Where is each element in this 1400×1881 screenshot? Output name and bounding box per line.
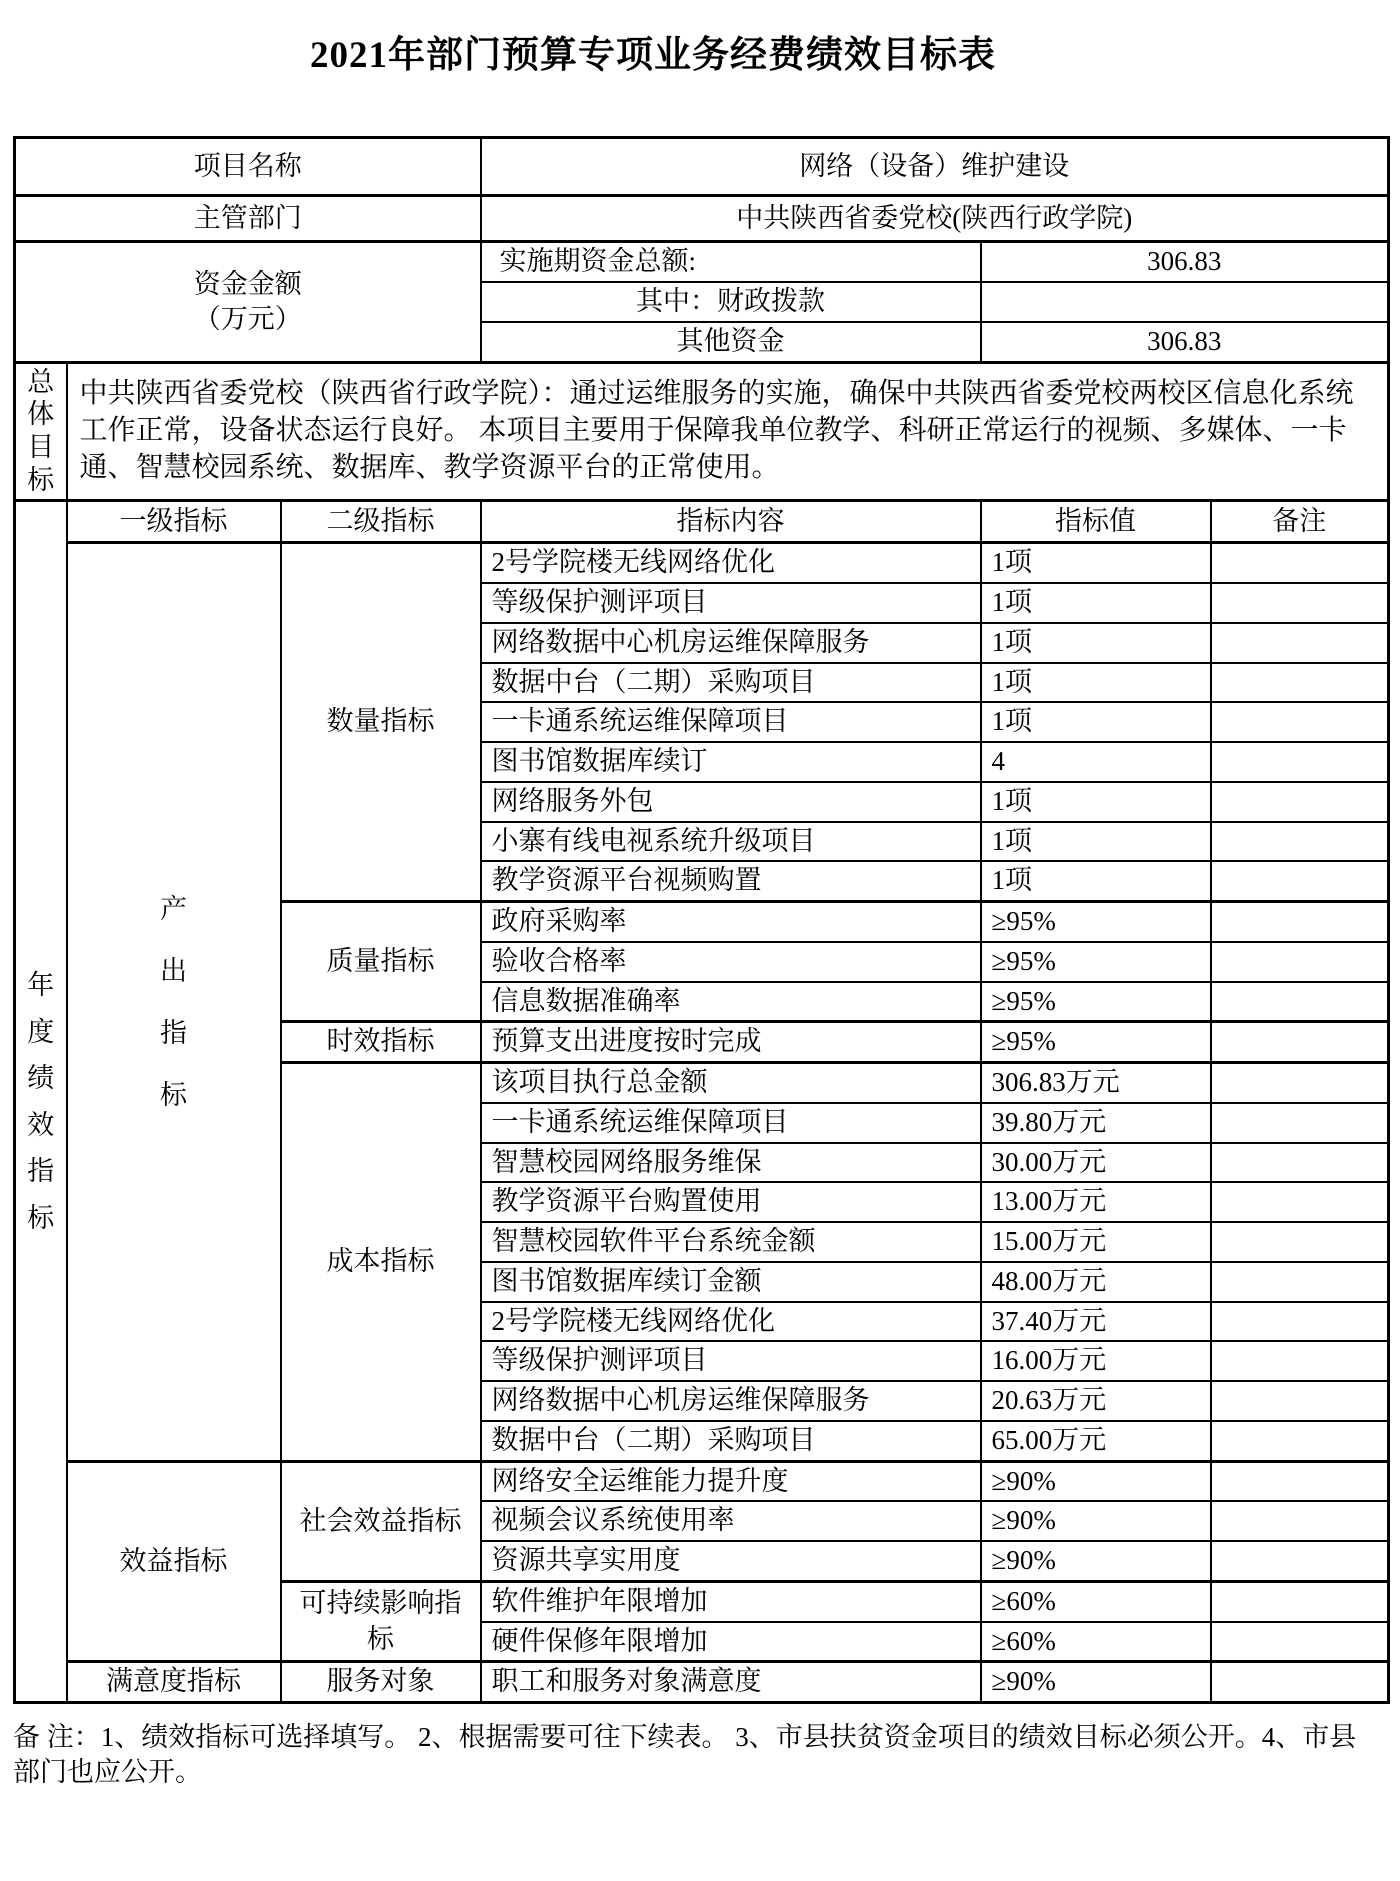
remark-cell bbox=[1211, 1501, 1389, 1541]
indicator-content-cell: 预算支出进度按时完成 bbox=[481, 1022, 981, 1063]
fund-amount-label bbox=[15, 242, 481, 363]
indicator-content-cell: 教学资源平台购置使用 bbox=[481, 1182, 981, 1222]
remark-cell bbox=[1211, 1662, 1389, 1703]
project-name-value: 网络（设备）维护建设 bbox=[481, 138, 1389, 196]
indicator-value-cell: 1项 bbox=[981, 861, 1211, 901]
overall-goal-label bbox=[15, 362, 67, 501]
fund-total-label: 实施期资金总额: bbox=[481, 242, 981, 282]
remark-cell bbox=[1211, 702, 1389, 742]
fund-other-label: 其他资金 bbox=[481, 322, 981, 362]
indicator-value-cell: 306.83万元 bbox=[981, 1063, 1211, 1103]
indicator-content-cell: 该项目执行总金额 bbox=[481, 1063, 981, 1103]
footnote: 备 注：1、绩效指标可选择填写。 2、根据需要可往下续表。 3、市县扶贫资金项目的绩效目标必须公开。4、市县部门也应公开。 bbox=[13, 1722, 1357, 1788]
indicator-content-cell: 2号学院楼无线网络优化 bbox=[481, 1302, 981, 1342]
department-label: 主管部门 bbox=[15, 196, 481, 242]
level1-output-cell bbox=[67, 543, 281, 1461]
indicator-value-cell: 30.00万元 bbox=[981, 1143, 1211, 1183]
remark-cell bbox=[1211, 663, 1389, 703]
indicator-content-cell: 小寨有线电视系统升级项目 bbox=[481, 822, 981, 862]
indicator-value-cell: ≥90% bbox=[981, 1501, 1211, 1541]
level2-cost-cell: 成本指标 bbox=[281, 1063, 481, 1462]
indicator-value-cell: 1项 bbox=[981, 702, 1211, 742]
indicator-value-cell: 16.00万元 bbox=[981, 1341, 1211, 1381]
remark-cell bbox=[1211, 583, 1389, 623]
overall-goal-text: 中共陕西省委党校（陕西省行政学院）：通过运维服务的实施，确保中共陕西省委党校两校区信息化系统工作正常，设备状态运行良好。 本项目主要用于保障我单位教学、科研正常运行的视频、多媒体、一卡通、智慧校园系统、数据库、教学资源平台的正常使用。 bbox=[67, 362, 1389, 501]
indicator-value-cell: 37.40万元 bbox=[981, 1302, 1211, 1342]
remark-cell bbox=[1211, 942, 1389, 982]
remark-cell bbox=[1211, 1541, 1389, 1581]
indicator-value-cell: ≥95% bbox=[981, 982, 1211, 1022]
remark-cell bbox=[1211, 1421, 1389, 1461]
indicator-header-row bbox=[15, 501, 1389, 543]
indicator-content-cell: 数据中台（二期）采购项目 bbox=[481, 1421, 981, 1461]
level2-social-benefit-cell: 社会效益指标 bbox=[281, 1461, 481, 1581]
indicator-content-cell: 网络数据中心机房运维保障服务 bbox=[481, 623, 981, 663]
remark-cell bbox=[1211, 1622, 1389, 1662]
level2-quality-cell: 质量指标 bbox=[281, 902, 481, 1022]
remark-cell bbox=[1211, 782, 1389, 822]
header-level1: 一级指标 bbox=[67, 501, 281, 543]
remark-cell bbox=[1211, 1182, 1389, 1222]
indicator-content-cell: 等级保护测评项目 bbox=[481, 583, 981, 623]
overall-goal-row bbox=[15, 362, 1389, 501]
fund-amount-label-line2: （万元） bbox=[193, 303, 302, 334]
remark-cell bbox=[1211, 1022, 1389, 1063]
indicator-content-cell: 一卡通系统运维保障项目 bbox=[481, 1103, 981, 1143]
indicator-value-cell: 1项 bbox=[981, 543, 1211, 583]
annual-indicator-side-text: 年度绩效指标 bbox=[27, 970, 55, 1233]
indicator-content-cell: 教学资源平台视频购置 bbox=[481, 861, 981, 901]
remark-cell bbox=[1211, 1381, 1389, 1421]
indicator-row bbox=[15, 1662, 1389, 1703]
indicator-content-cell: 信息数据准确率 bbox=[481, 982, 981, 1022]
indicator-content-cell: 视频会议系统使用率 bbox=[481, 1501, 981, 1541]
overall-goal-label-text: 总体目标 bbox=[27, 366, 55, 496]
indicator-content-cell: 数据中台（二期）采购项目 bbox=[481, 663, 981, 703]
header-value: 指标值 bbox=[981, 501, 1211, 543]
indicator-value-cell: ≥60% bbox=[981, 1581, 1211, 1621]
indicator-row bbox=[15, 543, 1389, 583]
indicator-value-cell: 1项 bbox=[981, 583, 1211, 623]
indicator-row bbox=[15, 1461, 1389, 1501]
page-title: 2021年部门预算专项业务经费绩效目标表 bbox=[310, 35, 996, 76]
remark-cell bbox=[1211, 822, 1389, 862]
remark-cell bbox=[1211, 1143, 1389, 1183]
fund-amount-label-line1: 资金金额 bbox=[193, 268, 302, 299]
remark-cell bbox=[1211, 902, 1389, 942]
remark-cell bbox=[1211, 1581, 1389, 1621]
indicator-content-cell: 智慧校园软件平台系统金额 bbox=[481, 1222, 981, 1262]
level1-benefit-cell: 效益指标 bbox=[67, 1461, 281, 1662]
indicator-value-cell: ≥90% bbox=[981, 1541, 1211, 1581]
project-name-row bbox=[15, 138, 1389, 196]
remark-cell bbox=[1211, 1222, 1389, 1262]
remark-cell bbox=[1211, 1063, 1389, 1103]
indicator-value-cell: ≥90% bbox=[981, 1662, 1211, 1703]
indicator-value-cell: 39.80万元 bbox=[981, 1103, 1211, 1143]
remark-cell bbox=[1211, 861, 1389, 901]
fund-row-total bbox=[15, 242, 1389, 282]
remark-cell bbox=[1211, 623, 1389, 663]
indicator-value-cell: 1项 bbox=[981, 663, 1211, 703]
indicator-content-cell: 2号学院楼无线网络优化 bbox=[481, 543, 981, 583]
indicator-value-cell: ≥60% bbox=[981, 1622, 1211, 1662]
indicator-content-cell: 资源共享实用度 bbox=[481, 1541, 981, 1581]
indicator-value-cell: ≥90% bbox=[981, 1461, 1211, 1501]
indicator-content-cell: 等级保护测评项目 bbox=[481, 1341, 981, 1381]
fund-finance-label: 其中：财政拨款 bbox=[481, 282, 981, 322]
indicator-value-cell: 65.00万元 bbox=[981, 1421, 1211, 1461]
indicator-content-cell: 政府采购率 bbox=[481, 902, 981, 942]
indicator-value-cell: 4 bbox=[981, 742, 1211, 782]
remark-cell bbox=[1211, 982, 1389, 1022]
department-value: 中共陕西省委党校(陕西行政学院) bbox=[481, 196, 1389, 242]
indicator-content-cell: 软件维护年限增加 bbox=[481, 1581, 981, 1621]
indicator-value-cell: 15.00万元 bbox=[981, 1222, 1211, 1262]
indicator-value-cell: 1项 bbox=[981, 623, 1211, 663]
fund-total-value: 306.83 bbox=[981, 242, 1389, 282]
level2-quantity-cell: 数量指标 bbox=[281, 543, 481, 902]
indicator-content-cell: 硬件保修年限增加 bbox=[481, 1622, 981, 1662]
indicator-value-cell: 48.00万元 bbox=[981, 1262, 1211, 1302]
header-content: 指标内容 bbox=[481, 501, 981, 543]
indicator-content-cell: 职工和服务对象满意度 bbox=[481, 1662, 981, 1703]
remark-cell bbox=[1211, 1302, 1389, 1342]
indicator-value-cell: ≥95% bbox=[981, 902, 1211, 942]
fund-finance-value bbox=[981, 282, 1389, 322]
project-name-label: 项目名称 bbox=[15, 138, 481, 196]
indicator-value-cell: ≥95% bbox=[981, 942, 1211, 982]
department-row bbox=[15, 196, 1389, 242]
annual-indicator-side-label bbox=[15, 501, 67, 1703]
indicator-content-cell: 网络服务外包 bbox=[481, 782, 981, 822]
fund-other-value: 306.83 bbox=[981, 322, 1389, 362]
remark-cell bbox=[1211, 543, 1389, 583]
indicator-content-cell: 验收合格率 bbox=[481, 942, 981, 982]
indicator-content-cell: 图书馆数据库续订金额 bbox=[481, 1262, 981, 1302]
remark-cell bbox=[1211, 1262, 1389, 1302]
level1-output-text: 产出指标 bbox=[159, 893, 187, 1110]
performance-target-table bbox=[13, 136, 1390, 1704]
indicator-value-cell: 20.63万元 bbox=[981, 1381, 1211, 1421]
level2-timeliness-cell: 时效指标 bbox=[281, 1022, 481, 1063]
indicator-value-cell: 1项 bbox=[981, 822, 1211, 862]
indicator-content-cell: 一卡通系统运维保障项目 bbox=[481, 702, 981, 742]
indicator-content-cell: 网络安全运维能力提升度 bbox=[481, 1461, 981, 1501]
indicator-content-cell: 图书馆数据库续订 bbox=[481, 742, 981, 782]
indicator-value-cell: 13.00万元 bbox=[981, 1182, 1211, 1222]
indicator-value-cell: 1项 bbox=[981, 782, 1211, 822]
level1-satisfaction-cell: 满意度指标 bbox=[67, 1662, 281, 1703]
level2-sustainability-cell: 可持续影响指标 bbox=[281, 1581, 481, 1662]
level2-service-target-cell: 服务对象 bbox=[281, 1662, 481, 1703]
indicator-content-cell: 网络数据中心机房运维保障服务 bbox=[481, 1381, 981, 1421]
remark-cell bbox=[1211, 742, 1389, 782]
header-level2: 二级指标 bbox=[281, 501, 481, 543]
remark-cell bbox=[1211, 1341, 1389, 1381]
remark-cell bbox=[1211, 1103, 1389, 1143]
indicator-value-cell: ≥95% bbox=[981, 1022, 1211, 1063]
remark-cell bbox=[1211, 1461, 1389, 1501]
header-remark: 备注 bbox=[1211, 501, 1389, 543]
indicator-content-cell: 智慧校园网络服务维保 bbox=[481, 1143, 981, 1183]
